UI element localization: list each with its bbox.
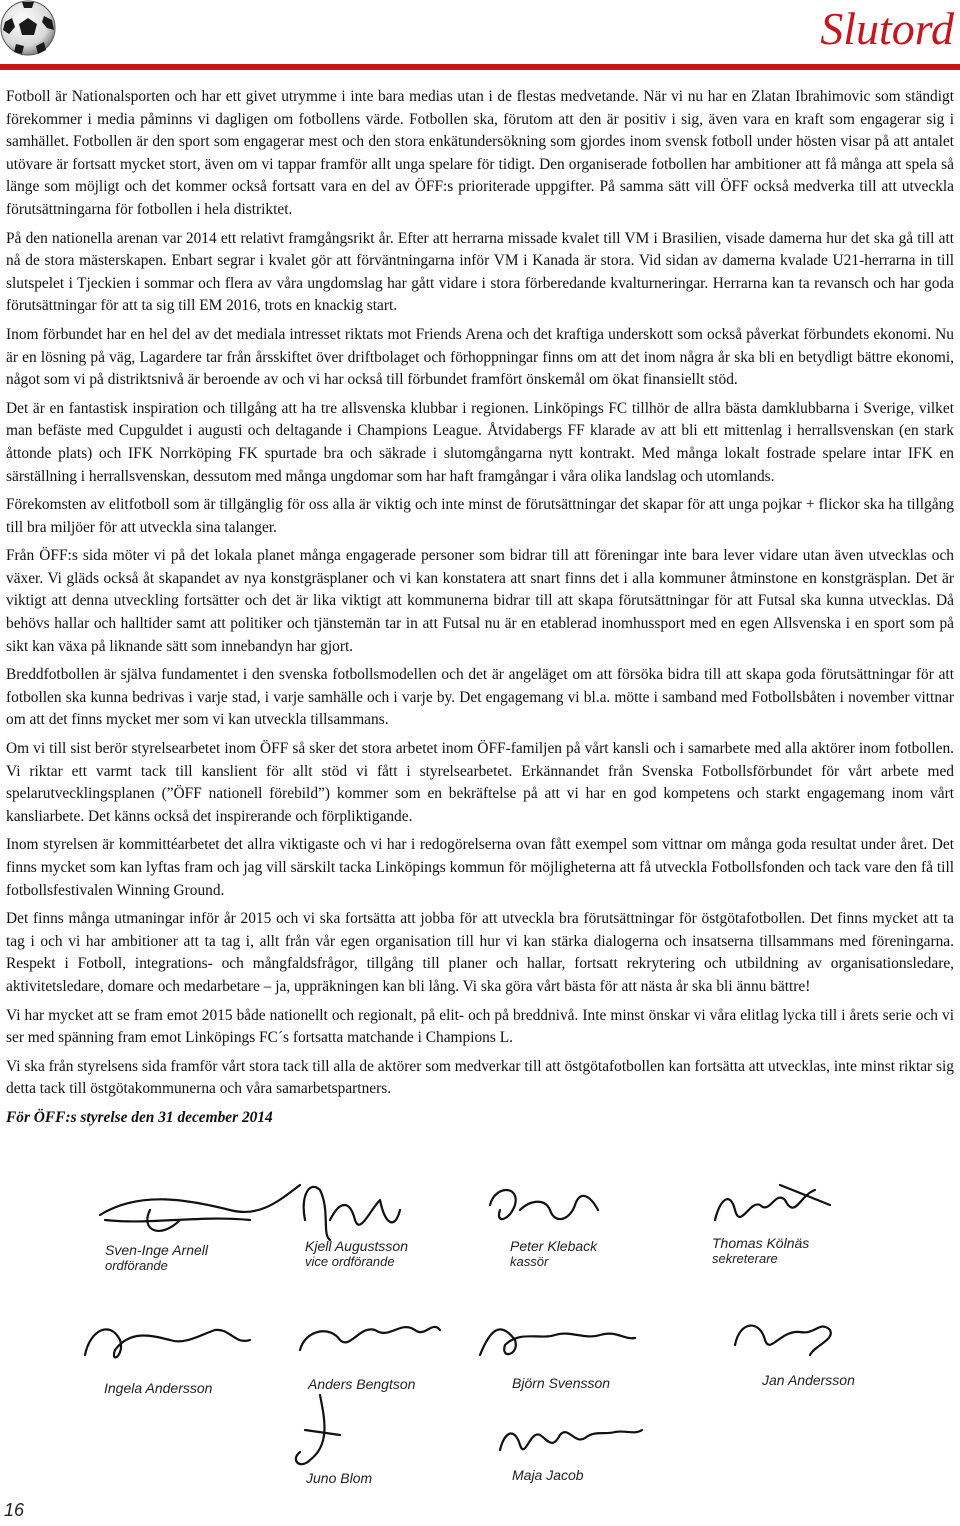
signature	[510, 1238, 597, 1270]
signature	[512, 1375, 610, 1391]
header-rule	[0, 64, 960, 70]
signature-role: kassör	[510, 1254, 549, 1269]
signature	[104, 1380, 212, 1396]
article-body	[6, 86, 954, 1129]
page-title: Slutord	[820, 3, 954, 54]
paragraph: Fotboll är Nationalsporten och har ett givet utrymme i inte bara medias utan i de flestas medvetande. När vi nu har en Zlatan Ibrahimovic som ständigt förekommer i media påminns vi dagligen om fotbollens värde. Fotbollen ska, förutom att den är positiv i sig, även vara en kraft som engagerar sig i samhället. Fotbollen är den sport som engagerar mest och den stora enkätundersökning som gjordes inom svensk fotboll under hösten visar på att antalet utövare är fortsatt mycket stort, även om vi tappar framför allt unga spelare för tidigt. Den organiserade fotbollen har ambitioner att få många att spela så länge som möjligt och det kommer också fortsatt vara en del av ÖFF:s prioriterade uppgifter. På samma sätt vill ÖFF också medverka till att utveckla förutsättningarna för fotbollen i hela distriktet.	[6, 88, 954, 218]
paragraph: På den nationella arenan var 2014 ett relativt framgångsrikt år. Efter att herrarna missade kvalet till VM i Brasilien, visade damerna hur det ska gå till att nå de stora mästerskapen. Enbart segrar i kvalet gör att förväntningarna inför VM i Kanada är stora. Vid sidan av damerna kvalade U21-herrarna in till slutspelet i Tjeckien i sommar och flera av våra ungdomslag har gått vidare i stora förberedande kvalturneringar. Herrarna kan ta revansch och har goda förutsättningar för att ta sig till EM 2016, trots en knackig start.	[6, 229, 954, 315]
signature-name: Sven-Inge Arnell	[105, 1242, 208, 1258]
paragraph: Det finns många utmaningar inför år 2015 och vi ska fortsätta att jobba för att utveckla bra förutsättningar för östgötafotbollen. Det finns mycket att ta tag i och vi har ambitioner att ta tag i, allt från vår egen organisation till hur vi kan stärka dialogerna och insatserna tillsammans med föreningarna. Respekt i Fotboll, integrations- och mångfaldsfrågor, tillgång till planer och hallar, fortsatt rekrytering och utbildning av organisationsledare, aktivitetsledare, domare och medarbetare – ja, uppräkningen kan bli lång. Vi ska göra vårt bästa för att nästa år ska bli ännu bättre!	[6, 910, 954, 995]
closing-line: För ÖFF:s styrelse den 31 december 2014	[6, 1108, 273, 1126]
football-icon	[0, 0, 58, 60]
paragraph: Vi ska från styrelsens sida framför vårt stora tack till alla de aktörer som medverkar till att östgötafotbollen kan fortsätta att utvecklas, inte minst riktar sig detta tack till östgötakommunerna och våra samarbetspartners.	[6, 1057, 954, 1098]
signature	[712, 1235, 809, 1267]
signature-name: Thomas Kölnäs	[712, 1235, 810, 1251]
paragraph: Breddfotbollen är själva fundamentet i den svenska fotbollsmodellen och det är angeläget om att försöka bidra till att skapa goda förutsättningar för att fotbollen ska kunna bedrivas i varje stad, i varje samhälle och i varje by. Det engagemang vi bl.a. mötte i samband med Fotbollsbåten i november vittnar om att det finns mycket mer som vi kan utveckla tillsammans.	[6, 666, 954, 729]
signature	[512, 1467, 584, 1483]
signature-block	[0, 1180, 960, 1510]
signature	[105, 1242, 208, 1274]
signature	[762, 1372, 855, 1388]
signature	[306, 1470, 372, 1486]
signature-name: Peter Kleback	[510, 1238, 598, 1254]
paragraph: Inom förbundet har en hel del av det mediala intresset riktats mot Friends Arena och det kraftiga underskott som också påverkat förbundets ekonomi. Nu är en lösning på väg, Lagardere tar från årsskiftet över driftbolaget och förhoppningar finns om att det inom några år ska bli en betydligt bättre ekonomi, något som vi på distriktsnivå är beroende av och vi har också till förbundet framfört önskemål om ökat finansiellt stöd.	[6, 325, 954, 389]
paragraph: Det är en fantastisk inspiration och tillgång att ha tre allsvenska klubbar i regionen. Linköpings FC tillhör de allra bästa damklubbarna i Sverige, vilket man befäste med Cupguldet i augusti och deltagande i Champions League. Åtvidabergs FF klarade av att bli ett mittenlag i herrallsvenskan (en stark åttonde plats) och IFK Norrköping FK spurtade bra och säkrade i slutomgångarna nytt kontrakt. Med många lokalt fostrade spelare intar IFK en särställning i herrallsvenskan, dessutom med många ungdomar som har haft framgångar i våra olika landslag och utomlands.	[6, 399, 954, 485]
signature-role: ordförande	[105, 1258, 168, 1273]
signature-name: Jan Andersson	[762, 1372, 855, 1388]
handwritten-signatures	[0, 1180, 960, 1510]
signature-role: sekreterare	[712, 1251, 778, 1266]
paragraph: Inom styrelsen är kommittéarbetet det allra viktigaste och vi har i redogörelserna ovan fått exempel som vittnar om många goda resultat under året. Det finns mycket som kan lyftas fram och jag vill särskilt tacka Linköpings kommun för möjligheterna att få utveckla Fotbollsfonden och tack vare den få till fotbollsfestivalen Winning Ground.	[6, 836, 954, 899]
signature-name: Kjell Augustsson	[305, 1238, 408, 1254]
paragraph: Vi har mycket att se fram emot 2015 både nationellt och regionalt, på elit- och på breddnivå. Inte minst önskar vi våra elitlag lycka till i årets serie och vi ser med spänning fram emot Linköpings FC´s fortsatta matchande i Champions L.	[6, 1006, 954, 1047]
paragraph: Från ÖFF:s sida möter vi på det lokala planet många engagerade personer som bidrar till att föreningar inte bara lever vidare utan även utvecklas och växer. Vi gläds också åt skapandet av nya konstgräsplaner och vi kan konstatera att snart finns det i alla kommuner åtminstone en konstgräsplan. Det är viktigt att denna utveckling fortsätter och det är lika viktigt att kommunerna bidrar till att skapa förutsättningar för att Futsal ska kunna utvecklas. Då behövs hallar och halltider samt att politiker och tjänstemän tar in att Futsal nu är en etablerad inomhussport med en egen Allsvenska i en sport som på sikt kan växa på liknande sätt som innebandyn har gjort.	[6, 547, 954, 655]
signature-role: vice ordförande	[305, 1254, 395, 1269]
signature-name: Juno Blom	[306, 1470, 373, 1486]
signature-name: Ingela Andersson	[104, 1380, 213, 1396]
page-number: 16	[4, 1500, 25, 1520]
signature	[308, 1376, 415, 1392]
paragraph: Förekomsten av elitfotboll som är tillgänglig för oss alla är viktig och inte minst de förutsättningar det skapar för att unga pojkar + flickor ska ha tillgång till bra miljöer för att utveckla sina talanger.	[6, 496, 954, 536]
signature-name: Björn Svensson	[512, 1375, 611, 1391]
signature	[305, 1238, 408, 1270]
signature-name: Maja Jacob	[512, 1467, 584, 1483]
paragraph: Om vi till sist berör styrelsearbetet inom ÖFF så sker det stora arbetet inom ÖFF-familjen på vårt kansli och i samarbete med alla aktörer inom fotbollen. Vi riktar ett varmt tack till kanslient för allt stöd vi fått i styrelsearbetet. Erkännandet från Svenska Fotbollsförbundet för vårt arbete med spelarutvecklingsplanen (”ÖFF nationell förebild”) kommer som en bekräftelse på att vi har en god kompetens och starkt engagemang inom vårt kansliarbete. Det känns också det inspirerande och förpliktigande.	[6, 740, 954, 825]
signature-name: Anders Bengtson	[308, 1376, 416, 1392]
